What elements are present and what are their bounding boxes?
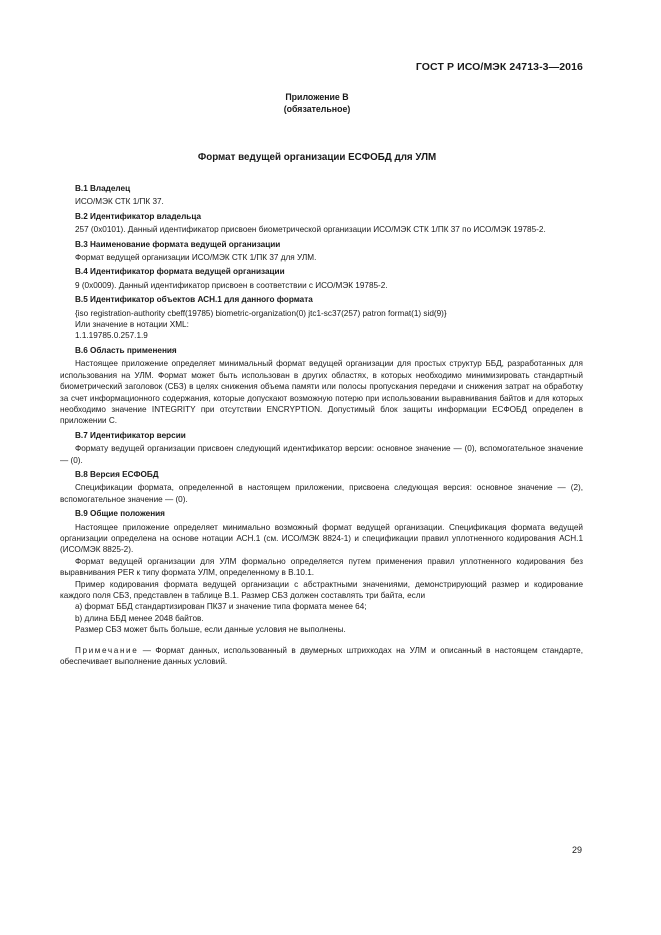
- section-text: ИСО/МЭК СТК 1/ПК 37.: [75, 197, 164, 207]
- paragraph: Размер СБЗ может быть больше, если данные условия не выполнены.: [75, 625, 346, 635]
- main-title: Формат ведущей организации ЕСФОБД для УЛМ: [197, 152, 437, 163]
- section-text: Формат ведущей организации ИСО/МЭК СТК 1/ПК 37 для УЛМ.: [75, 253, 317, 263]
- section-text: Спецификации формата, определенной в настоящем приложении, присвоена следующая версия: основное значение — (2), вспомогательное значение — (0).: [60, 483, 583, 504]
- section-b9: [60, 508, 583, 635]
- list-item: b) длина ББД менее 2048 байтов.: [75, 613, 204, 623]
- section-heading: В.6 Область применения: [75, 345, 177, 355]
- section-b8: [60, 469, 583, 505]
- document-body: [60, 183, 583, 667]
- section-text: 257 (0x0101). Данный идентификатор присвоен биометрической организации ИСО/МЭК СТК 1/ПК 37 по ИСО/МЭК 19785-2.: [75, 225, 546, 235]
- section-b2: [60, 211, 583, 236]
- section-b3: [60, 239, 583, 264]
- annex-title: Приложение В: [285, 92, 349, 102]
- xml-notation-label: Или значение в нотации XML:: [75, 320, 189, 330]
- page-number: 29: [571, 845, 582, 855]
- annex-subtitle: (обязательное): [283, 104, 351, 114]
- section-heading: В.7 Идентификатор версии: [75, 430, 186, 440]
- section-b5: [60, 294, 583, 342]
- list-item: а) формат ББД стандартизирован ПК37 и значение типа формата менее 64;: [75, 602, 367, 612]
- section-heading: В.5 Идентификатор объектов АСН.1 для данного формата: [75, 295, 313, 305]
- paragraph: Формат ведущей организации для УЛМ формально определяется путем применения правил уплотненного кодирования без выравнивания PER к типу формата УЛМ, определенному в В.10.1.: [60, 556, 583, 578]
- xml-oid-value: 1.1.19785.0.257.1.9: [75, 331, 148, 341]
- section-text: Настоящее приложение определяет минимальный формат ведущей организации для простых структур ББД, разработанных для использования на УЛМ. Формат может быть использован в других областях, в которых необходимо минимизировать стандартный биометрический заголовок (СБЗ) в целях снижения объема памяти или полосы пропускания передачи и снижения затрат на обработку за счет информационного содержания, которые допускают возможную потерю при использовании выравнивания байтов и для которых необходимо значение INTEGRITY при отсутствии ENCRYPTION. Допустимый блок защиты информации ЕСФОБД определен в приложении С.: [60, 359, 583, 426]
- section-b7: [60, 430, 583, 466]
- document-header: ГОСТ Р ИСО/МЭК 24713-3—2016: [415, 61, 583, 73]
- note: [60, 645, 583, 668]
- section-b1: [60, 183, 583, 208]
- section-heading: В.8 Версия ЕСФОБД: [75, 469, 159, 479]
- section-b4: [60, 266, 583, 291]
- section-text: 9 (0x0009). Данный идентификатор присвоен в соответствии с ИСО/МЭК 19785-2.: [75, 280, 388, 290]
- section-heading: В.1 Владелец: [75, 184, 131, 193]
- note-text: — Формат данных, использованный в двумерных штрихкодах на УЛМ и описанный в настоящем стандарте, обеспечивает выполнение данных условий.: [60, 645, 583, 667]
- section-heading: В.4 Идентификатор формата ведущей организации: [75, 267, 285, 277]
- section-text: Формату ведущей организации присвоен следующий идентификатор версии: основное значение — (0), вспомогательное значение — (0).: [60, 444, 583, 465]
- section-heading: В.3 Наименование формата ведущей организации: [75, 239, 281, 249]
- paragraph: Пример кодирования формата ведущей организации с абстрактными значениями, демонстрирующий размер и кодирование каждого поля СБЗ, представлен в таблице В.1. Размер СБЗ должен составлять три байта, если: [60, 579, 583, 600]
- paragraph: Настоящее приложение определяет минимально возможный формат ведущей организации. Спецификация формата ведущей организации определена на основе нотации АСН.1 (см. ИСО/МЭК 8824-1) и спецификации правил уплотненного кодирования АСН.1 (ИСО/МЭК 8825-2).: [60, 522, 583, 555]
- section-heading: В.2 Идентификатор владельца: [75, 211, 202, 221]
- section-heading: В.9 Общие положения: [75, 509, 165, 519]
- asn1-oid: {iso registration-authority cbeff(19785) biometric-organization(0) jtc1-sc37(257) patron format(1) sid(9)}: [75, 308, 447, 318]
- section-b6: [60, 345, 583, 427]
- note-label: Примечание: [75, 645, 139, 655]
